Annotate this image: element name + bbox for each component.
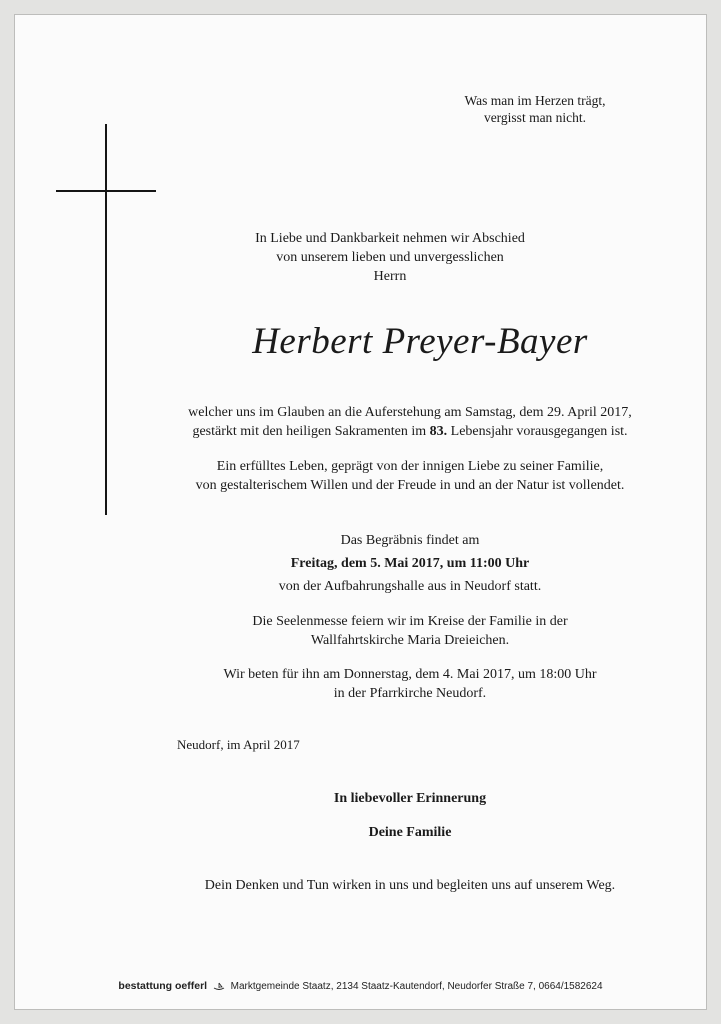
funeral-line-3: von der Aufbahrungshalle aus in Neudorf statt. — [278, 579, 542, 594]
closing-quote: Dein Denken und Tun wirken in uns und begleiten uns auf unserem Weg. — [204, 878, 616, 893]
footer-address: Marktgemeinde Staatz, 2134 Staatz-Kautendorf, Neudorfer Straße 7, 0664/1582624 — [230, 981, 603, 992]
prayer-info — [150, 665, 670, 703]
mass-info — [150, 612, 670, 650]
footer — [0, 980, 721, 992]
passing-line-1: welcher uns im Glauben an die Auferstehung am Samstag, dem 29. April 2017, — [188, 405, 632, 420]
cross-icon — [105, 124, 107, 515]
family-signature: Deine Familie — [368, 825, 452, 840]
intro — [180, 229, 600, 286]
intro-line-3: Herrn — [373, 269, 407, 284]
tribute-line-1: Ein erfülltes Leben, geprägt von der innigen Liebe zu seiner Familie, — [216, 459, 604, 474]
funeral-line-1: Das Begräbnis findet am — [340, 533, 480, 548]
mass-line-2: Wallfahrtskirche Maria Dreieichen. — [310, 633, 510, 648]
passing-line-2-post: Lebensjahr vorausgegangen ist. — [447, 424, 628, 439]
age-value: 83. — [429, 424, 448, 439]
deceased-name: Herbert Preyer-Bayer — [252, 321, 588, 362]
footer-brand: bestattung oefferl — [118, 980, 208, 992]
memory-line: In liebevoller Erinnerung — [333, 791, 487, 806]
passing-line-2-pre: gestärkt mit den heiligen Sakramenten im — [192, 424, 430, 439]
funeral-info — [150, 529, 670, 598]
place-date: Neudorf, im April 2017 — [177, 737, 300, 752]
passing-line-2 — [150, 422, 670, 441]
motto-line-2: vergisst man nicht. — [483, 110, 587, 125]
funeral-date: Freitag, dem 5. Mai 2017, um 11:00 Uhr — [290, 556, 530, 571]
prayer-line-1: Wir beten für ihn am Donnerstag, dem 4. Mai 2017, um 18:00 Uhr — [223, 667, 597, 682]
obituary-card — [14, 14, 707, 1010]
motto-line-1: Was man im Herzen trägt, — [464, 93, 606, 108]
prayer-line-2: in der Pfarrkirche Neudorf. — [333, 686, 487, 701]
motto — [440, 92, 630, 126]
intro-line-2: von unserem lieben und unvergesslichen — [276, 250, 504, 265]
cross-icon-bar — [56, 190, 156, 192]
tribute-line-2: von gestalterischem Willen und der Freude in und an der Natur ist vollendet. — [195, 478, 625, 493]
boat-logo-icon — [213, 982, 225, 991]
intro-line-1: In Liebe und Dankbarkeit nehmen wir Abschied — [255, 231, 525, 246]
tribute-text — [150, 457, 670, 495]
mass-line-1: Die Seelenmesse feiern wir im Kreise der Familie in der — [252, 614, 568, 629]
passing-text — [150, 403, 670, 441]
